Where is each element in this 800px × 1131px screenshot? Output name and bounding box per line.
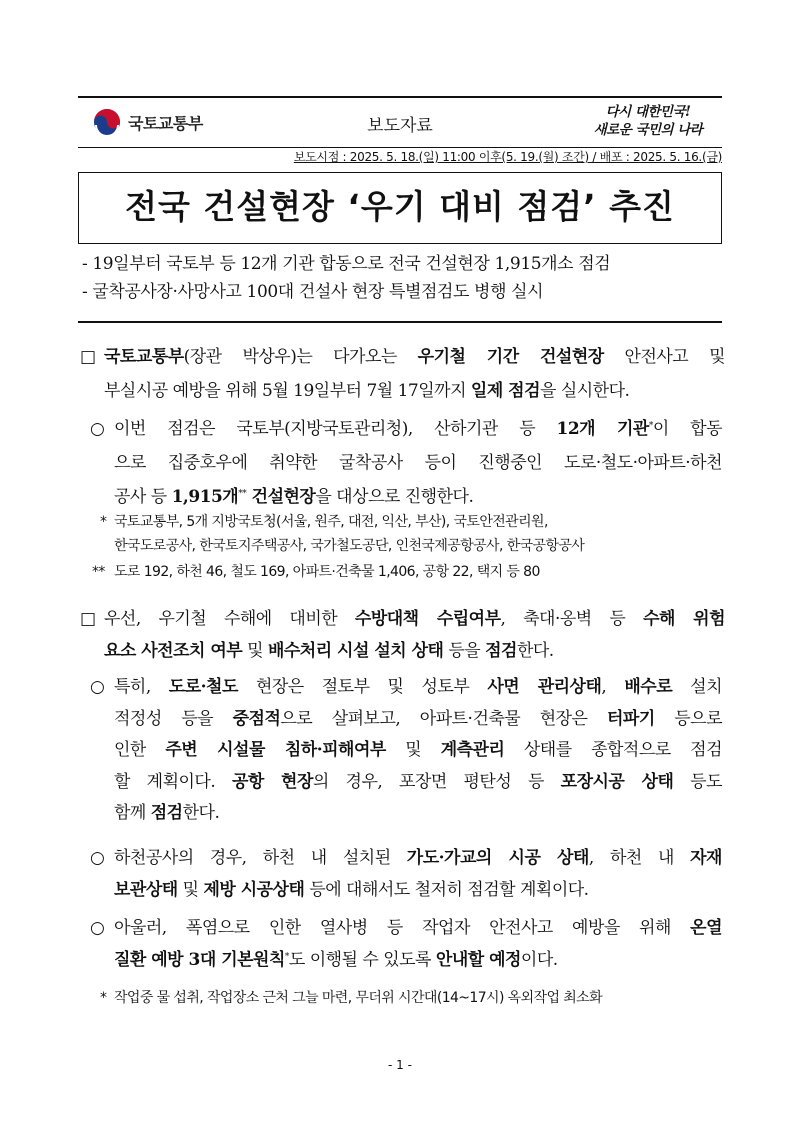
slogan	[588, 103, 708, 139]
text-bold: 사면 관리상태	[487, 677, 602, 697]
text: 공사 등	[114, 487, 172, 507]
text-bold: 요소 사전조치 여부	[104, 641, 243, 661]
text: , 축대·옹벽 등	[500, 609, 644, 629]
footnote-star: *	[100, 514, 107, 530]
text-bold: 가도·가교의 시공 상태	[406, 848, 589, 868]
text: 적정성 등을	[114, 708, 233, 729]
text-bold: 온열	[690, 918, 722, 938]
text: 국토교통부, 5개 지방국토청(서울, 원주, 대전, 익산, 부산), 국토안전관리원,	[114, 514, 548, 530]
circle-bullet-icon: ○	[90, 419, 105, 439]
title-box	[78, 172, 722, 244]
text-bold: 배수처리 시설 설치 상태	[267, 641, 444, 661]
square-bullet-icon: □	[80, 347, 96, 367]
text-bold: 1,915개	[171, 487, 239, 507]
ministry-name: 국토교통부	[128, 113, 203, 133]
text: 한다.	[182, 803, 220, 823]
footnote-agencies	[100, 510, 720, 558]
section2-paragraph	[80, 603, 725, 667]
text: 작업중 물 섭취, 작업장소 근처 그늘 마련, 무더위 시간대(14~17시) 옥외작업 최소화	[114, 990, 603, 1006]
text: 및	[385, 740, 441, 760]
text-bold: 배수로	[624, 677, 673, 697]
text-bold: 점검	[150, 803, 183, 823]
footnote-marker: **	[238, 489, 247, 499]
text-bold: 포장시공 상태	[560, 771, 674, 792]
text: 우선, 우기철 수해에 대비한	[104, 609, 355, 629]
circle-bullet-icon: ○	[90, 918, 105, 938]
text: 설치	[672, 677, 723, 697]
subtitles	[82, 250, 722, 306]
text: 으로 집중호우에 취약한 굴착공사 등이 진행중인 도로·철도·아파트·하천	[114, 453, 722, 473]
text: 함께	[114, 803, 151, 823]
text: 한국도로공사, 한국토지주택공사, 국가철도공단, 인천국제공항공사, 한국공항공사	[114, 538, 585, 554]
text: , 하천 내	[588, 848, 691, 868]
text-bold: 점검	[485, 641, 517, 661]
footnote-star: *	[100, 990, 107, 1006]
divider	[78, 321, 722, 323]
text: 하천공사의 경우, 하천 내 설치된	[114, 848, 407, 868]
text-bold: 자재	[690, 848, 722, 868]
text: ,	[601, 677, 625, 697]
text-bold: 12개 기관	[556, 419, 649, 439]
text: 인한	[114, 740, 166, 760]
document-type: 보도자료	[367, 116, 433, 136]
text-bold: 터파기	[606, 708, 655, 729]
text: 이 합동	[652, 419, 722, 439]
footnote-sites	[92, 560, 722, 584]
text-bold: 주변 시설물 침하·피해여부	[165, 740, 386, 760]
circle-bullet-icon: ○	[90, 848, 105, 868]
text-bold: 안내할 예정	[435, 950, 521, 970]
text: 및	[242, 641, 268, 661]
section2-detail-rivers	[90, 842, 722, 906]
section2-detail-heat	[90, 912, 722, 976]
text-bold: 수해 위험	[643, 609, 725, 629]
text: 등도	[673, 771, 723, 792]
text: 등을	[443, 641, 486, 661]
text-bold: 제방 시공상태	[203, 880, 305, 900]
circle-bullet-icon: ○	[90, 677, 105, 697]
text-bold: 일제 점검	[470, 381, 541, 401]
text-bold: 건설현장	[246, 487, 316, 507]
text: 및	[177, 880, 204, 900]
embargo-line: 보도시점 : 2025. 5. 18.(일) 11:00 이후(5. 19.(월) 조간) / 배포 : 2025. 5. 16.(금)	[293, 150, 722, 164]
footnote-double-star: **	[92, 564, 105, 580]
text-bold: 공항 현장	[231, 771, 313, 792]
text-bold: 국토교통부	[104, 347, 184, 367]
footnote-marker: *	[284, 952, 289, 962]
text-bold: 질환 예방 3대 기본원칙	[114, 950, 285, 970]
text-bold: 계측관리	[440, 740, 505, 760]
page-number: - 1 -	[388, 1058, 412, 1072]
slogan-line-2: 새로운 국민의 나라	[593, 122, 703, 138]
text: 으로 살펴보고, 아파트·건축물 현장은	[280, 708, 607, 729]
text-bold: 도로·철도	[168, 677, 238, 697]
text: 도 이행될 수 있도록	[288, 950, 436, 970]
footnote-marker: *	[648, 421, 653, 431]
press-header	[78, 96, 722, 148]
text: 이번 점검은 국토부(지방국토관리청), 산하기관 등	[114, 419, 557, 439]
text: 현장은 절토부 및 성토부	[237, 677, 488, 697]
text-bold: 보관상태	[114, 880, 178, 900]
section1-detail	[90, 412, 722, 514]
text: 상태를 종합적으로 점검	[504, 740, 722, 760]
subtitle-2: - 굴착공사장·사망사고 100대 건설사 현장 특별점검도 병행 실시	[82, 282, 544, 302]
text-bold: 중점적	[232, 708, 281, 729]
text: 도로 192, 하천 46, 철도 169, 아파트·건축물 1,406, 공항 22, 택지 등 80	[114, 564, 540, 580]
text-bold: 수방대책 수립여부	[354, 609, 501, 629]
square-bullet-icon: □	[80, 609, 96, 629]
slogan-line-1: 다시 대한민국!	[605, 104, 691, 120]
page-title: 전국 건설현장 ‘우기 대비 점검’ 추진	[125, 187, 675, 226]
text: 특히,	[114, 677, 169, 697]
text: 안전사고 및	[603, 347, 725, 367]
text: 부실시공 예방을 위해 5월 19일부터 7월 17일까지	[104, 381, 471, 401]
section2-detail-roads	[90, 672, 722, 830]
text: 등에 대해서도 철저히 점검할 계획이다.	[304, 880, 589, 900]
footnote-heat-rules	[100, 986, 722, 1010]
text: 의 경우, 포장면 평탄성 등	[312, 771, 561, 792]
text-bold: 우기철 기간 건설현장	[417, 347, 604, 367]
text: 이다.	[520, 950, 558, 970]
text: 등으로	[654, 708, 723, 729]
text: (장관 박상우)는 다가오는	[183, 347, 418, 367]
text: 아울러, 폭염으로 인한 열사병 등 작업자 안전사고 예방을 위해	[114, 918, 691, 938]
text: 할 계획이다.	[114, 771, 232, 792]
text: 한다.	[516, 641, 554, 661]
text: 을 실시한다.	[540, 381, 630, 401]
section1-paragraph	[80, 340, 725, 408]
text: 을 대상으로 진행한다.	[315, 487, 474, 507]
subtitle-1: - 19일부터 국토부 등 12개 기관 합동으로 전국 건설현장 1,915개소 점검	[82, 254, 611, 274]
